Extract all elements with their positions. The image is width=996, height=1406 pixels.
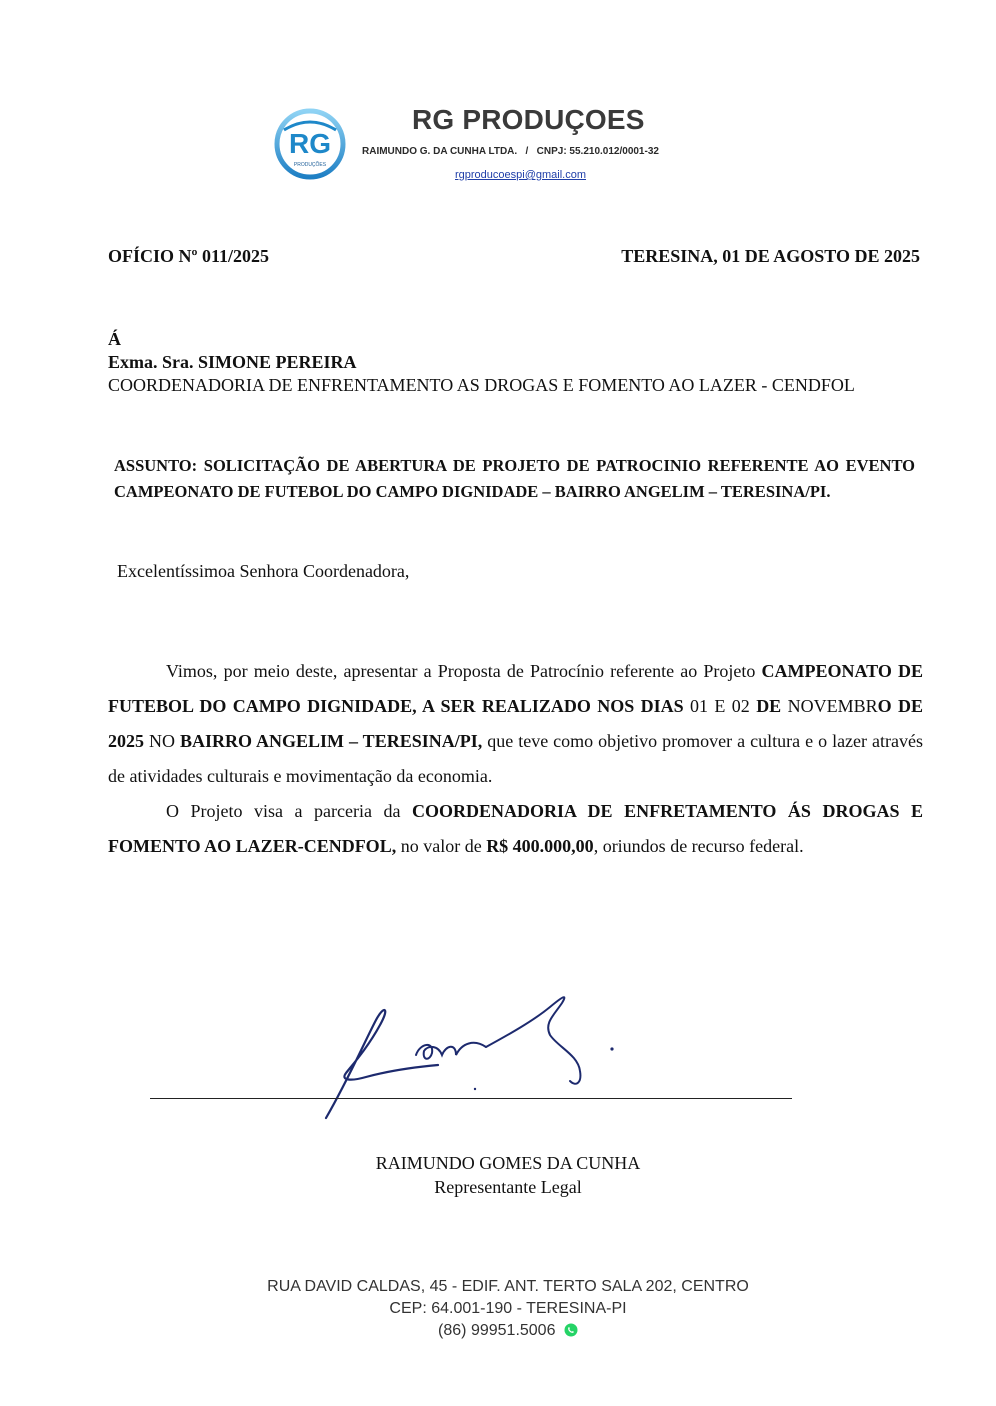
body-paragraph-1: Vimos, por meio deste, apresentar a Proposta de Patrocínio referente ao Projeto CAMPEONATO DE FUTEBOL DO CAMPO DIGNIDADE, A SER REALIZADO NOS DIAS 01 E 02 DE NOVEMBRO DE 2025 NO BAIRRO ANGELIM – TERESINA/PI, que teve como objetivo promover a cultura e o lazer através de atividades culturais e movimentação da economia. <box>108 661 923 786</box>
signer-block <box>150 1151 866 1199</box>
cnpj: CNPJ: 55.210.012/0001-32 <box>536 146 659 157</box>
recipient-block <box>108 328 888 397</box>
recipient-organization: COORDENADORIA DE ENFRENTAMENTO AS DROGAS E FOMENTO AO LAZER - CENDFOL <box>108 375 855 395</box>
company-email-link[interactable]: rgproducoespi@gmail.com <box>455 169 587 181</box>
svg-text:RG: RG <box>289 128 331 159</box>
date-line: TERESINA, 01 DE AGOSTO DE 2025 <box>621 246 920 266</box>
oficio-number: OFÍCIO Nº 011/2025 <box>108 246 269 266</box>
separator: / <box>525 146 529 157</box>
company-legal-line <box>362 146 659 157</box>
handwritten-signature <box>318 985 628 1125</box>
subject: ASSUNTO: SOLICITAÇÃO DE ABERTURA DE PROJETO DE PATROCINIO REFERENTE AO EVENTO CAMPEONATO DE FUTEBOL DO CAMPO DIGNIDADE – BAIRRO ANGELIM – TERESINA/PI. <box>114 456 915 501</box>
whatsapp-icon <box>564 1323 578 1337</box>
signer-role: Representante Legal <box>434 1177 582 1197</box>
footer <box>150 1276 866 1342</box>
recipient-name: Exma. Sra. SIMONE PEREIRA <box>108 352 357 372</box>
company-name: RG PRODUÇOES <box>412 104 645 135</box>
company-logo <box>272 108 348 180</box>
footer-cep: CEP: 64.001-190 - TERESINA-PI <box>389 1300 627 1317</box>
signature-line <box>150 1098 792 1099</box>
letter-body <box>108 654 923 864</box>
recipient-prefix: Á <box>108 329 121 349</box>
svg-text:PRODUÇÕES: PRODUÇÕES <box>293 162 327 168</box>
salutation: Excelentíssimoa Senhora Coordenadora, <box>117 561 410 581</box>
footer-phone: (86) 99951.5006 <box>438 1322 556 1339</box>
footer-phone-line <box>150 1320 866 1342</box>
signer-name: RAIMUNDO GOMES DA CUNHA <box>375 1153 641 1173</box>
body-paragraph-2: O Projeto visa a parceria da COORDENADORIA DE ENFRETAMENTO ÁS DROGAS E FOMENTO AO LAZER-CENDFOL, no valor de R$ 400.000,00, oriundos de recurso federal. <box>108 801 923 856</box>
footer-address: RUA DAVID CALDAS, 45 - EDIF. ANT. TERTO SALA 202, CENTRO <box>267 1278 749 1295</box>
legal-name: RAIMUNDO G. DA CUNHA LTDA. <box>362 146 518 157</box>
